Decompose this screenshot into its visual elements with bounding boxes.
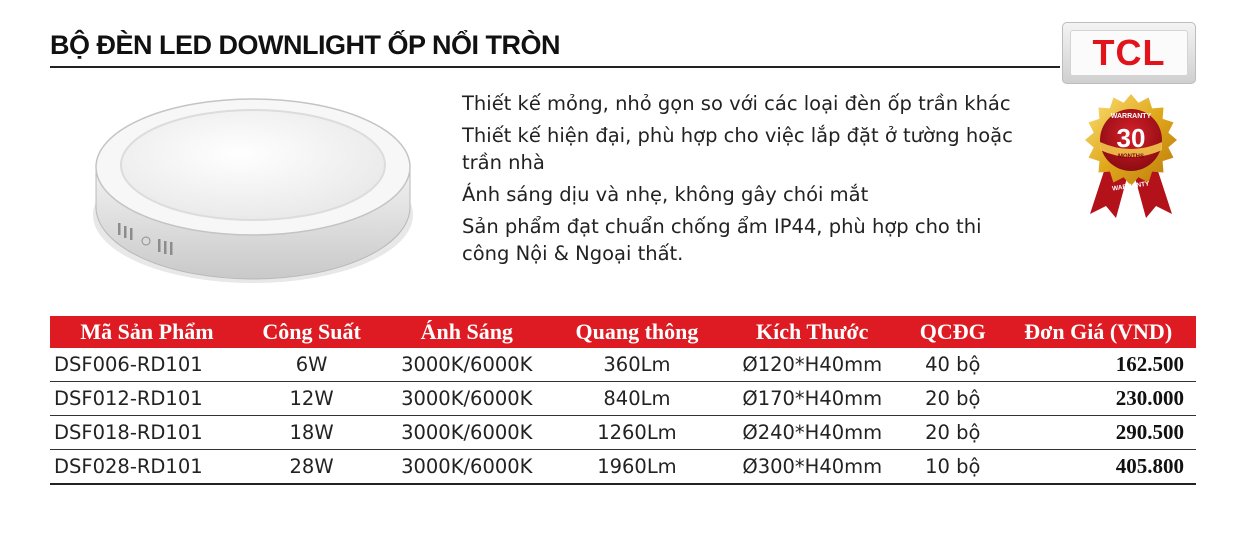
- badge-unit: MONTHS: [1118, 154, 1144, 160]
- cell-power: 12W: [244, 382, 379, 416]
- cell-price: 405.800: [1000, 450, 1196, 485]
- cell-power: 18W: [244, 416, 379, 450]
- cell-size: Ø120*H40mm: [719, 348, 905, 382]
- tcl-logo: [1062, 22, 1196, 84]
- price-table: [50, 316, 1196, 485]
- cell-light: 3000K/6000K: [379, 416, 554, 450]
- col-light: Ánh Sáng: [379, 316, 554, 348]
- cell-pack: 10 bộ: [905, 450, 1000, 485]
- col-power: Công Suất: [244, 316, 379, 348]
- cell-power: 28W: [244, 450, 379, 485]
- cell-price: 162.500: [1000, 348, 1196, 382]
- cell-light: 3000K/6000K: [379, 348, 554, 382]
- feature-item: Sản phẩm đạt chuẩn chống ẩm IP44, phù hợp cho thi công Nội & Ngoại thất.: [462, 215, 982, 265]
- cell-light: 3000K/6000K: [379, 450, 554, 485]
- brand-name: TCL: [1092, 32, 1166, 73]
- col-product-code: Mã Sản Phẩm: [50, 316, 244, 348]
- cell-light: 3000K/6000K: [379, 382, 554, 416]
- feature-item: Thiết kế mỏng, nhỏ gọn so với các loại đèn ốp trần khác: [462, 92, 1011, 115]
- cell-lumen: 1960Lm: [554, 450, 719, 485]
- cell-size: Ø300*H40mm: [719, 450, 905, 485]
- col-pack: QCĐG: [905, 316, 1000, 348]
- badge-top-text: WARRANTY: [1110, 113, 1152, 120]
- cell-product-code: DSF006-RD101: [50, 348, 244, 382]
- cell-power: 6W: [244, 348, 379, 382]
- cell-product-code: DSF018-RD101: [50, 416, 244, 450]
- feature-item: Ánh sáng dịu và nhẹ, không gây chói mắt: [462, 183, 869, 206]
- cell-lumen: 840Lm: [554, 382, 719, 416]
- table-header-row: [50, 316, 1196, 348]
- tcl-logo-plate: [1070, 30, 1188, 76]
- cell-lumen: 360Lm: [554, 348, 719, 382]
- badge-number: 30: [1116, 123, 1146, 153]
- cell-pack: 20 bộ: [905, 382, 1000, 416]
- cell-product-code: DSF012-RD101: [50, 382, 244, 416]
- cell-price: 290.500: [1000, 416, 1196, 450]
- cell-pack: 40 bộ: [905, 348, 1000, 382]
- col-size: Kích Thước: [719, 316, 905, 348]
- page-title: BỘ ĐÈN LED DOWNLIGHT ỐP NỔI TRÒN: [50, 30, 560, 60]
- table-row: [50, 450, 1196, 485]
- feature-list: [462, 90, 1032, 272]
- cell-size: Ø240*H40mm: [719, 416, 905, 450]
- feature-item: Thiết kế hiện đại, phù hợp cho việc lắp đặt ở tường hoặc trần nhà: [462, 124, 1013, 174]
- cell-price: 230.000: [1000, 382, 1196, 416]
- table-row: [50, 416, 1196, 450]
- table-row: [50, 348, 1196, 382]
- table-row: [50, 382, 1196, 416]
- cell-product-code: DSF028-RD101: [50, 450, 244, 485]
- downlight-product-icon: [88, 95, 418, 285]
- title-divider: [50, 66, 1060, 68]
- cell-size: Ø170*H40mm: [719, 382, 905, 416]
- cell-lumen: 1260Lm: [554, 416, 719, 450]
- cell-pack: 20 bộ: [905, 416, 1000, 450]
- badge-bottom-text: WARRANTY: [1111, 180, 1150, 193]
- warranty-badge-icon: [1076, 90, 1186, 220]
- col-price: Đơn Giá (VND): [1000, 316, 1196, 348]
- col-lumen: Quang thông: [554, 316, 719, 348]
